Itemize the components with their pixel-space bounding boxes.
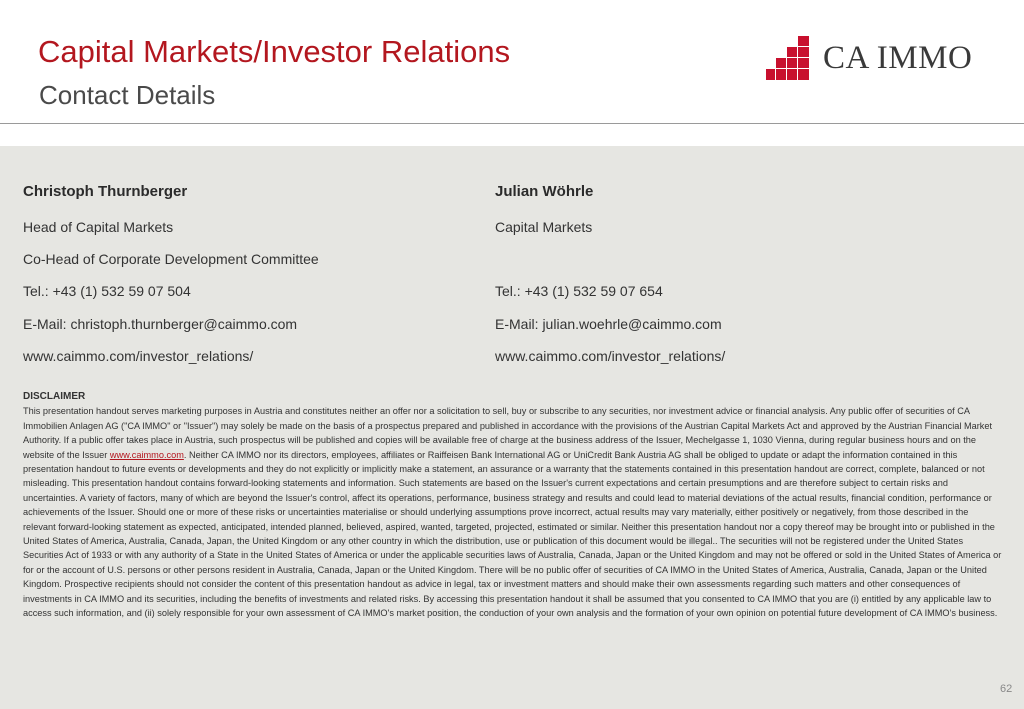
page-number: 62	[1000, 683, 1013, 695]
disclaimer-text-part-2: . Neither CA IMMO nor its directors, employees, affiliates or Raiffeisen Bank International AG or UniCredit Bank Austria AG shall be obliged to update or adapt the information contained in this presentation handout to future events or developments and they do not explicitly or implicitly make a statement, an assurance or a warranty that the statements contained in this presentation handout are correct, complete, balanced or not misleading. This presentation handout contains forward-looking statements and information. Such statements are based on the Issuer's current expectations and certain presumptions and are therefore subject to certain risks and uncertainties. A variety of factors, many of which are beyond the Issuer's control, affect its operations, performance, business strategy and results and could lead to material deviations of the actual results, financial condition, performance or achievements of the Issuer. Should one or more of these risks or uncertainties materialise or should underlying assumptions prove incorrect, actual results may vary materially, either positively or negatively, from those described in the relevant forward-looking statement as expected, anticipated, intended planned, believed, aspired, wanted, targeted, projected, estimated or similar. Neither this presentation handout nor a copy thereof may be brought into or published in the United States of America, Australia, Canada, Japan, the United Kingdom or any other country in which the distribution, use or publication of this document would be illegal.. The securities will not be registered under the United States Securities Act of 1933 or with any authority of a State in the United States of America or under the applicable securities laws of Australia, Canada, Japan or the United Kingdom and may not be offered or sold in the United States of America or for or the account of U.S. persons or other persons resident in Australia, Canada, Japan or the United Kingdom. There will be no public offer of securities of CA IMMO in the United States of America, Australia, Canada, Japan or the United Kingdom. Prospective recipients should not consider the content of this presentation handout as advice in legal, tax or investment matters and should make their own assessments regarding such matters and other consequences of investments in CA IMMO and its securities, including the benefits of investments and related risks. By accessing this presentation handout it shall be assumed that you consented to CA IMMO that you are (i) entitled by any applicable law to access such information, and (ii) solely responsible for your own assessment of CA IMMO's market position, the conduction of your own analysis and the formation of your own opinion on potential future development of CA IMMO's business.	[23, 449, 1002, 619]
header-divider	[0, 123, 1024, 124]
contact-name: Christoph Thurnberger	[23, 183, 188, 200]
contact-phone: Tel.: +43 (1) 532 59 07 504	[23, 283, 191, 299]
page-title: Capital Markets/Investor Relations	[38, 34, 511, 69]
contact-website[interactable]: www.caimmo.com/investor_relations/	[495, 348, 726, 364]
contact-position: Capital Markets	[495, 219, 593, 235]
contact-name: Julian Wöhrle	[495, 183, 594, 200]
page-subtitle: Contact Details	[39, 80, 216, 110]
disclaimer	[23, 390, 1003, 621]
issuer-website-link[interactable]: www.caimmo.com	[109, 449, 184, 460]
contact-position: Head of Capital Markets	[23, 219, 174, 235]
disclaimer-text-part-1: This presentation handout serves marketing purposes in Austria and constitutes neither an offer nor a solicitation to sell, buy or subscribe to any securities, nor investment advice or financial analysis. Any public offer of securities of CA Immobilien Anlagen AG ("CA IMMO" or "Issuer") may solely be made on the basis of a prospectus prepared and published in accordance with the provisions of the Austrian Capital Markets Act and approved by the Austrian Financial Market Authority. If a public offer takes place in Austria, such prospectus will be published and copies will be available free of charge at the business address of the Issuer, Mechelgasse 1, 1030 Vienna, during regular business hours and on the website of the Issuer	[23, 406, 993, 460]
logo-text: CA IMMO	[823, 40, 973, 76]
contact-position-secondary: Co-Head of Corporate Development Committee	[23, 251, 319, 267]
slide-header	[0, 0, 1024, 146]
contact-email[interactable]: E-Mail: julian.woehrle@caimmo.com	[495, 316, 722, 332]
logo-mark-icon	[766, 36, 810, 80]
disclaimer-heading: DISCLAIMER	[23, 391, 86, 402]
company-logo	[766, 36, 996, 82]
contact-website[interactable]: www.caimmo.com/investor_relations/	[23, 348, 254, 364]
contact-email[interactable]: E-Mail: christoph.thurnberger@caimmo.com	[23, 316, 298, 332]
contact-phone: Tel.: +43 (1) 532 59 07 654	[495, 283, 663, 299]
